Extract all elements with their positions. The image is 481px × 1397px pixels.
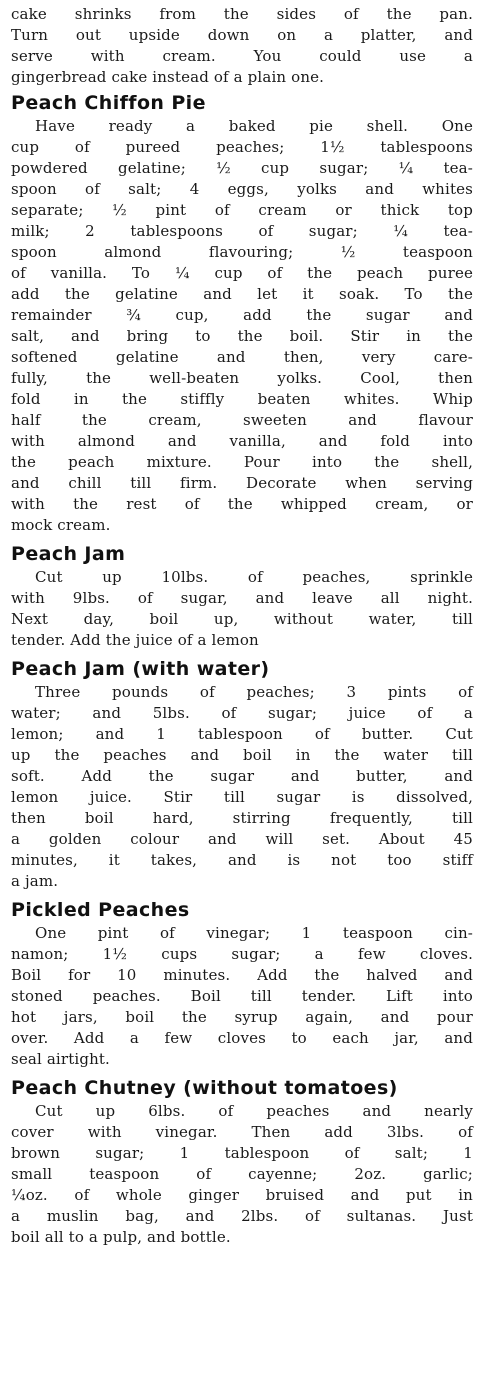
text-line: namon; 1½ cups sugar; a few cloves. xyxy=(11,945,473,963)
text-line: milk; 2 tablespoons of sugar; ¼ tea- xyxy=(11,222,473,240)
text-line: a muslin bag, and 2lbs. of sultanas. Just xyxy=(11,1207,473,1225)
text-line: half the cream, sweeten and flavour xyxy=(11,411,473,429)
text-line: with almond and vanilla, and fold into xyxy=(11,432,473,450)
text-line: water; and 5lbs. of sugar; juice of a xyxy=(11,704,473,722)
text-line: hot jars, boil the syrup again, and pour xyxy=(11,1008,473,1026)
recipe-peach-chiffon-pie xyxy=(11,91,473,536)
recipe-pickled-peaches xyxy=(11,898,473,1070)
text-line: fold in the stiffly beaten whites. Whip xyxy=(11,390,473,408)
text-line: fully, the well-beaten yolks. Cool, then xyxy=(11,369,473,387)
text-line: minutes, it takes, and is not too stiff xyxy=(11,851,473,869)
text-line: brown sugar; 1 tablespoon of salt; 1 xyxy=(11,1144,473,1162)
text-line: lemon juice. Stir till sugar is dissolved, xyxy=(11,788,473,806)
text-line: boil all to a pulp, and bottle. xyxy=(11,1228,231,1246)
recipe-title: Peach Jam xyxy=(11,543,126,565)
recipe-peach-jam-with-water xyxy=(11,657,473,892)
text-line: lemon; and 1 tablespoon of butter. Cut xyxy=(11,725,473,743)
text-line: over. Add a few cloves to each jar, and xyxy=(11,1029,473,1047)
text-line: Turn out upside down on a platter, and xyxy=(11,26,473,44)
text-line: serve with cream. You could use a xyxy=(11,47,473,65)
text-line: with the rest of the whipped cream, or xyxy=(11,495,473,513)
text-line: stoned peaches. Boil till tender. Lift into xyxy=(11,987,473,1005)
text-line: the peach mixture. Pour into the shell, xyxy=(11,453,473,471)
text-line: salt, and bring to the boil. Stir in the xyxy=(11,327,473,345)
text-line: cover with vinegar. Then add 3lbs. of xyxy=(11,1123,473,1141)
text-line: a jam. xyxy=(11,872,59,890)
recipe-title: Peach Chiffon Pie xyxy=(11,92,206,114)
text-line: Three pounds of peaches; 3 pints of xyxy=(35,683,473,701)
text-line: Cut up 10lbs. of peaches, sprinkle xyxy=(35,568,473,586)
text-line: remainder ¾ cup, add the sugar and xyxy=(11,306,473,324)
text-line: separate; ½ pint of cream or thick top xyxy=(11,201,473,219)
text-line: a golden colour and will set. About 45 xyxy=(11,830,473,848)
text-line: add the gelatine and let it soak. To the xyxy=(11,285,473,303)
text-line: cake shrinks from the sides of the pan. xyxy=(11,5,473,23)
text-line: with 9lbs. of sugar, and leave all night. xyxy=(11,589,473,607)
text-line: small teaspoon of cayenne; 2oz. garlic; xyxy=(11,1165,473,1183)
recipe-title: Peach Jam (with water) xyxy=(11,658,270,680)
text-line: Have ready a baked pie shell. One xyxy=(35,117,473,135)
recipe-title: Peach Chutney (without tomatoes) xyxy=(11,1077,398,1099)
text-line: seal airtight. xyxy=(11,1050,110,1068)
text-line: spoon of salt; 4 eggs, yolks and whites xyxy=(11,180,473,198)
text-line: and chill till firm. Decorate when serving xyxy=(11,474,473,492)
text-line: One pint of vinegar; 1 teaspoon cin- xyxy=(35,924,473,942)
text-line: up the peaches and boil in the water till xyxy=(11,746,473,764)
recipe-peach-chutney xyxy=(11,1076,473,1248)
text-line: mock cream. xyxy=(11,516,111,534)
text-line: Cut up 6lbs. of peaches and nearly xyxy=(35,1102,473,1120)
text-line: soft. Add the sugar and butter, and xyxy=(11,767,473,785)
text-line: cup of pureed peaches; 1½ tablespoons xyxy=(11,138,473,156)
text-line: of vanilla. To ¼ cup of the peach puree xyxy=(11,264,473,282)
intro-paragraph xyxy=(11,4,473,88)
text-line: gingerbread cake instead of a plain one. xyxy=(11,68,325,86)
text-line: Boil for 10 minutes. Add the halved and xyxy=(11,966,473,984)
text-line: softened gelatine and then, very care- xyxy=(11,348,473,366)
text-line: ¼oz. of whole ginger bruised and put in xyxy=(11,1186,473,1204)
text-line: then boil hard, stirring frequently, till xyxy=(11,809,473,827)
recipe-peach-jam xyxy=(11,542,473,651)
text-line: Next day, boil up, without water, till xyxy=(11,610,473,628)
text-line: spoon almond flavouring; ½ teaspoon xyxy=(11,243,473,261)
text-line: powdered gelatine; ½ cup sugar; ¼ tea- xyxy=(11,159,473,177)
text-line: tender. Add the juice of a lemon xyxy=(11,631,259,649)
recipe-title: Pickled Peaches xyxy=(11,899,190,921)
